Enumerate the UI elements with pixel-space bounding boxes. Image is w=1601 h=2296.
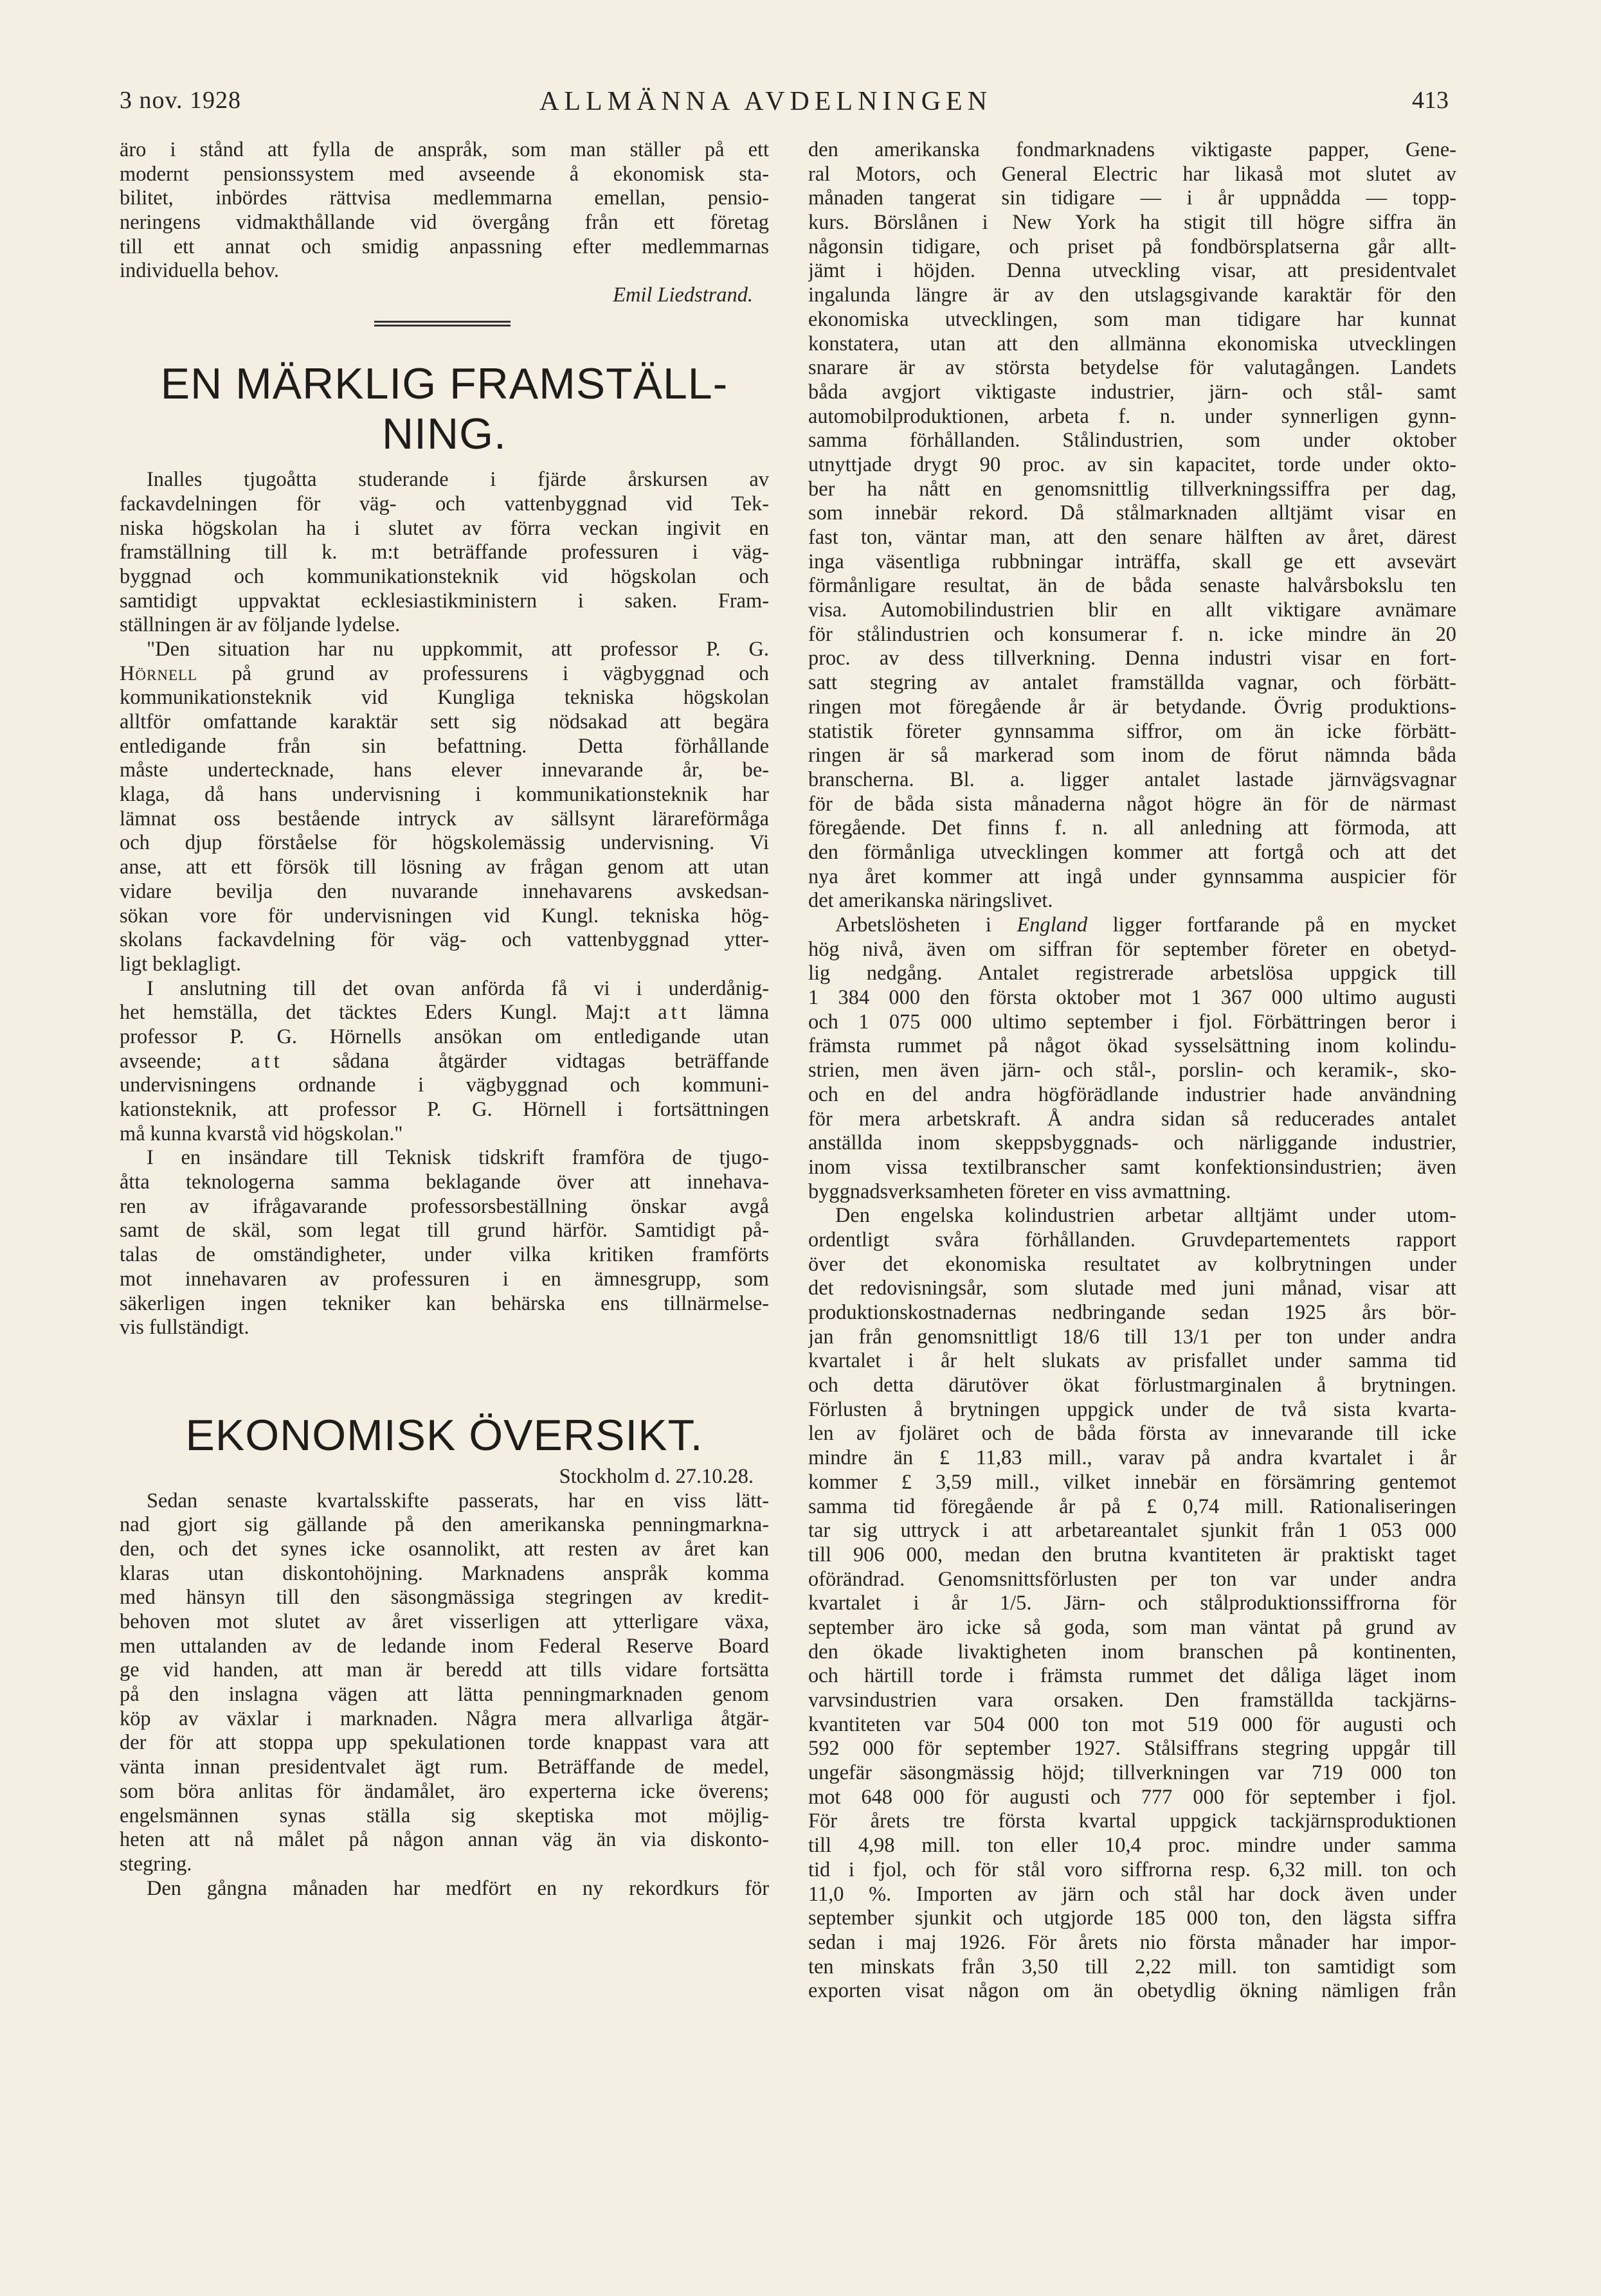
name-small-caps: Hörnell bbox=[120, 661, 198, 685]
text-line: byggnad och kommunikationsteknik vid högskolan och bbox=[120, 564, 769, 588]
right-column bbox=[808, 138, 1456, 2028]
text-line: Den engelska kolindustrien arbetar alltjämt under utom- bbox=[835, 1204, 1456, 1228]
text-line: ber ha nått en genomsnittlig tillverkningssiffra per dag, bbox=[808, 477, 1456, 501]
header-date: 3 nov. 1928 bbox=[120, 87, 242, 114]
text-line: I anslutning till det ovan anförda få vi i underdånig- bbox=[147, 976, 769, 1000]
text-line: byggnadsverksamheten företer en viss avmattning. bbox=[808, 1179, 1231, 1203]
text-line: Sedan senaste kvartalsskifte passerats, har en viss lätt- bbox=[147, 1489, 769, 1512]
text-line: till 4,98 mill. ton eller 10,4 proc. mindre under samma bbox=[808, 1834, 1456, 1858]
text-line: vidare bevilja den nuvarande innehavarens avskedsan- bbox=[120, 879, 769, 903]
article-heading: EN MÄRKLIG FRAMSTÄLL- bbox=[160, 359, 728, 409]
text-line bbox=[808, 913, 1456, 938]
text-line: mindre än £ 11,83 mill., varav på andra kvartalet i år bbox=[808, 1446, 1456, 1470]
text-line: strien, men även järn- och stål-, porslin- och keramik-, sko- bbox=[808, 1059, 1456, 1082]
text-line: entledigande från sin befattning. Detta förhållande bbox=[120, 734, 769, 758]
text-line: på den inslagna vägen att lätta penningmarknaden genom bbox=[120, 1683, 769, 1707]
text-line bbox=[120, 1001, 769, 1025]
text-line: den amerikanska fondmarknadens viktigaste papper, Gene- bbox=[808, 138, 1456, 161]
section-divider bbox=[374, 321, 511, 327]
text-line: men uttalanden av de ledande inom Federal Reserve Board bbox=[120, 1634, 769, 1658]
text-line: klaras utan diskontohöjning. Marknadens anspråk komma bbox=[120, 1561, 769, 1585]
text-line: heten att nå målet på någon annan väg än via diskonto- bbox=[120, 1828, 769, 1852]
text-line: exporten visat någon om än obetydlig ökning nämligen från bbox=[808, 1979, 1456, 2003]
text-line: mot 648 000 för augusti och 777 000 för september i fjol. bbox=[808, 1785, 1456, 1809]
text-line: det amerikanska näringslivet. bbox=[808, 889, 1053, 913]
text-fragment: het hemställa, det täcktes Eders Kungl. Maj:t bbox=[120, 1001, 630, 1025]
text-line: jämt i höjden. Denna utveckling visar, att presidentvalet bbox=[808, 259, 1456, 283]
text-line: branscherna. Bl. a. ligger antalet lastade järnvägsvagnar bbox=[808, 767, 1456, 791]
dateline: Stockholm d. 27.10.28. bbox=[559, 1464, 754, 1488]
article-heading-continued: NING. bbox=[382, 409, 507, 459]
text-line: det redovisningsår, som slutade med juni månad, visar att bbox=[808, 1277, 1456, 1300]
text-line: och djup förståelse för högskolemässig undervisning. Vi bbox=[120, 831, 769, 855]
text-line: 1 384 000 den första oktober mot 1 367 000 ultimo augusti bbox=[808, 986, 1456, 1010]
text-line: samt de skäl, som legat till grund härför. Samtidigt på- bbox=[120, 1219, 769, 1242]
text-line: stegring. bbox=[120, 1852, 192, 1876]
text-line: anställda inom skeppsbyggnads- och närliggande industrier, bbox=[808, 1131, 1456, 1155]
text-line: ställningen är av följande lydelse. bbox=[120, 613, 401, 637]
text-line: kommunikationsteknik vid Kungliga tekniska högskolan bbox=[120, 686, 769, 710]
text-line: sökan vore för undervisningen vid Kungl. tekniska hög- bbox=[120, 904, 769, 928]
text-line: samtidigt uppvaktat ecklesiastikministern i saken. Fram- bbox=[120, 589, 769, 613]
section-heading: EKONOMISK ÖVERSIKT. bbox=[185, 1410, 703, 1460]
text-line: Inalles tjugoåtta studerande i fjärde årskursen av bbox=[147, 468, 769, 492]
text-line: oförändrad. Genomsnittsförlusten per ton var under andra bbox=[808, 1567, 1456, 1591]
text-line: undervisningens ordnande i vägbyggnad och kommuni- bbox=[120, 1073, 769, 1097]
text-line: som böra anlitas för ändamålet, äro experterna icke överens; bbox=[120, 1779, 769, 1803]
text-line: ligt beklagligt. bbox=[120, 952, 241, 976]
text-line: inga väsentliga rubbningar inträffa, skall ge ett avsevärt bbox=[808, 550, 1456, 573]
text-line: och detta därutöver ökat förlustmarginalen å brytningen. bbox=[808, 1374, 1456, 1397]
text-line: ren av ifrågavarande professorsbeställning önskar avgå bbox=[120, 1194, 769, 1218]
text-line: "Den situation har nu uppkommit, att professor P. G. bbox=[147, 637, 769, 661]
text-line: ekonomiska utvecklingen, som man tidigare har kunnat bbox=[808, 307, 1456, 331]
text-line: anse, att ett försök till lösning av frågan genom att utan bbox=[120, 856, 769, 879]
page-number: 413 bbox=[1412, 87, 1449, 114]
text-line: kurs. Börslånen i New York ha stigit till högre siffra än bbox=[808, 211, 1456, 235]
text-line: fast ton, väntar man, att den senare hälften av året, därest bbox=[808, 526, 1456, 549]
text-line: tar sig uttryck i att arbetareantalet sjunkit från 1 053 000 bbox=[808, 1519, 1456, 1543]
text-line: snarare är av största betydelse för valutagången. Landets bbox=[808, 356, 1456, 380]
text-line bbox=[808, 2004, 1456, 2028]
text-line: I en insändare till Teknisk tidskrift framföra de tjugo- bbox=[147, 1146, 769, 1170]
text-line bbox=[120, 662, 769, 686]
text-line: engelsmännen synas ställa sig skeptiska mot möjlig- bbox=[120, 1804, 769, 1827]
text-line: lämnat oss bestående intryck av sällsynt lärareförmåga bbox=[120, 807, 769, 830]
spaced-word: att bbox=[251, 1049, 284, 1073]
text-line: Förlusten å brytningen uppgick under de två sista kvarta- bbox=[808, 1397, 1456, 1421]
text-fragment: ligger fortfarande på en mycket bbox=[1112, 913, 1456, 937]
text-line: neringens vidmakthållande vid övergång från ett företag bbox=[120, 211, 769, 235]
text-line: ordentligt svåra förhållanden. Gruvdepartementets rapport bbox=[808, 1228, 1456, 1251]
text-fragment: på grund av professurens i vägbyggnad och bbox=[231, 661, 769, 685]
text-line: alltför omfattande karaktär sett sig nödsakad att begära bbox=[120, 710, 769, 733]
text-line: säkerligen ingen tekniker kan behärska ens tillnärmelse- bbox=[120, 1291, 769, 1315]
text-line: och 1 075 000 ultimo september i fjol. Förbättringen beror i bbox=[808, 1010, 1456, 1034]
text-line: framställning till k. m:t beträffande professuren i väg- bbox=[120, 541, 769, 564]
text-line: äro i stånd att fylla de anspråk, som man ställer på ett bbox=[120, 138, 769, 161]
text-line: professor P. G. Hörnells ansökan om entledigande utan bbox=[120, 1025, 769, 1048]
text-line: skolans fackavdelning för väg- och vattenbyggnad ytter- bbox=[120, 928, 769, 952]
text-line: kvantiteten var 504 000 ton mot 519 000 för augusti och bbox=[808, 1712, 1456, 1736]
text-line: ten minskats från 3,50 till 2,22 mill. ton samtidigt som bbox=[808, 1955, 1456, 1978]
text-line: den förmånliga utvecklingen kommer att fortgå och att det bbox=[808, 840, 1456, 864]
text-line: till 906 000, medan den brutna kvantiteten är praktiskt taget bbox=[808, 1543, 1456, 1566]
text-line: statistik företer gynnsamma siffror, om än icke förbätt- bbox=[808, 719, 1456, 743]
text-line: ungefär säsongmässig höjd; tillverkningen var 719 000 ton bbox=[808, 1761, 1456, 1785]
text-line: båda avgjort viktigaste industrier, järn- och stål- samt bbox=[808, 380, 1456, 404]
text-line: Den gångna månaden har medfört en ny rekordkurs för bbox=[147, 1876, 769, 1900]
text-line: september äro icke så goda, som man väntat på grund av bbox=[808, 1615, 1456, 1639]
text-line: automobilproduktionen, arbeta f. n. under synnerligen gynn- bbox=[808, 404, 1456, 428]
text-line: modernt pensionssystem med avseende å ekonomisk sta- bbox=[120, 162, 769, 186]
text-line: månaden tangerat sin tidigare — i år uppnådda — topp- bbox=[808, 186, 1456, 210]
text-line: klaga, då hans undervisning i kommunikationsteknik har bbox=[120, 783, 769, 807]
text-line: 592 000 för september 1927. Stålsiffrans stegring uppgår till bbox=[808, 1737, 1456, 1761]
text-line: individuella behov. bbox=[120, 259, 279, 283]
spaced-word: att bbox=[658, 1001, 691, 1025]
text-line: behoven mot slutet av året visserligen att ytterligare växa, bbox=[120, 1610, 769, 1633]
text-fragment: lämna bbox=[718, 1001, 769, 1025]
text-line: satt stegring av antalet framställda vagnar, och förbätt- bbox=[808, 671, 1456, 695]
text-line: för stålindustrien och konsumerar f. n. icke mindre än 20 bbox=[808, 622, 1456, 646]
italic-word: England bbox=[1017, 913, 1088, 937]
text-line: len av fjoläret och de båda första av innevarande till icke bbox=[808, 1422, 1456, 1446]
left-column bbox=[120, 138, 769, 1901]
text-line: ringen mot föregående år är betydande. Övrig produktions- bbox=[808, 695, 1456, 719]
text-line: fackavdelningen för väg- och vattenbyggnad vid Tek- bbox=[120, 492, 769, 516]
text-line: mot innehavaren av professuren i en ämnesgrupp, som bbox=[120, 1267, 769, 1291]
text-line: åtta teknologerna samma beklagande över att innehava- bbox=[120, 1170, 769, 1194]
text-line bbox=[120, 1050, 769, 1074]
text-line: måste undertecknade, hans elever innevarande år, be- bbox=[120, 758, 769, 782]
text-line: inom vissa textilbranscher samt konfektionsindustrien; även bbox=[808, 1155, 1456, 1179]
text-line: samma tid föregående år på £ 0,74 mill. Rationaliseringen bbox=[808, 1494, 1456, 1518]
text-line: den ökade livaktigheten inom branschen på kontinenten, bbox=[808, 1640, 1456, 1664]
text-line: samma förhållanden. Stålindustrien, som under oktober bbox=[808, 429, 1456, 453]
text-line: tid i fjol, och för stål voro siffrorna resp. 6,32 mill. ton och bbox=[808, 1858, 1456, 1881]
text-line: kationsteknik, att professor P. G. Hörnell i fortsättningen bbox=[120, 1098, 769, 1121]
text-line: må kunna kvarstå vid högskolan." bbox=[120, 1122, 403, 1145]
text-line: ringen är så markerad som inom de förut nämnda båda bbox=[808, 744, 1456, 767]
text-line: kvartalet i år 1/5. Järn- och stålproduktionssiffrorna för bbox=[808, 1592, 1456, 1615]
text-line: och en del andra högförädlande industrier hade användning bbox=[808, 1082, 1456, 1106]
text-line: talas de omständigheter, under vilka kritiken framförts bbox=[120, 1243, 769, 1267]
text-line: någonsin tidigare, och priset på fondbörsplatserna går allt- bbox=[808, 235, 1456, 258]
text-line: visa. Automobilindustrien blir en allt viktigare avnämare bbox=[808, 598, 1456, 622]
text-line: föregående. Det finns f. n. all anledning att förmoda, att bbox=[808, 816, 1456, 840]
text-line: konstatera, utan att den allmänna ekonomiska utvecklingen bbox=[808, 332, 1456, 355]
text-line: den, och det synes icke osannolikt, att resten av året kan bbox=[120, 1537, 769, 1561]
text-line: kvartalet i år helt slukats av prisfallet under samma tid bbox=[808, 1349, 1456, 1373]
text-line: vis fullständigt. bbox=[120, 1316, 249, 1340]
text-line: för de båda sista månaderna något högre än för de närmast bbox=[808, 792, 1456, 816]
text-line: med hänsyn till den säsongmässiga stegringen av kredit- bbox=[120, 1586, 769, 1610]
text-line: sedan i maj 1926. För årets nio första månader har impor- bbox=[808, 1930, 1456, 1954]
text-line: köp av växlar i marknaden. Några mera allvarliga åtgär- bbox=[120, 1707, 769, 1730]
text-line: hög nivå, även om siffran för september företer en obetyd- bbox=[808, 937, 1456, 961]
text-line: ge vid handen, att man är beredd att tills vidare fortsätta bbox=[120, 1658, 769, 1682]
text-line: niska högskolan ha i slutet av förra veckan ingivit en bbox=[120, 516, 769, 540]
text-line: över det ekonomiska resultatet av kolbrytningen under bbox=[808, 1252, 1456, 1276]
text-line: september sjunkit och utgjorde 185 000 ton, den lägsta siffra bbox=[808, 1906, 1456, 1930]
text-line: och härtill torde i främsta rummet det dåliga läget inom bbox=[808, 1664, 1456, 1688]
text-line: produktionskostnadernas nedbringande sedan 1925 års bör- bbox=[808, 1301, 1456, 1324]
text-fragment: Arbetslösheten i bbox=[835, 913, 991, 937]
text-line: jan från genomsnittligt 18/6 till 13/1 per ton under andra bbox=[808, 1325, 1456, 1349]
text-line: 11,0 %. Importen av järn och stål har dock även under bbox=[808, 1882, 1456, 1906]
text-fragment: sådana åtgärder vidtagas beträffande bbox=[332, 1049, 769, 1073]
text-line: förmånligare resultat, än de båda senaste halvårsbokslu ten bbox=[808, 574, 1456, 598]
text-line: ingalunda längre är av den utslagsgivande karaktär för den bbox=[808, 283, 1456, 307]
text-line: främsta rummet på något ökad sysselsättning inom kolindu- bbox=[808, 1034, 1456, 1058]
text-line: der för att stoppa upp spekulationen torde knappast vara att bbox=[120, 1731, 769, 1755]
text-line: För årets tre första kvartal uppgick tackjärnsproduktionen bbox=[808, 1809, 1456, 1833]
text-line: utnyttjade drygt 90 proc. av sin kapacitet, torde under okto- bbox=[808, 453, 1456, 476]
text-line: kommer £ 3,59 mill., vilket innebär en försämring gentemot bbox=[808, 1470, 1456, 1494]
text-line: för mera arbetskraft. Å andra sidan så reducerades antalet bbox=[808, 1107, 1456, 1131]
text-line: nya året kommer att ingå under gynnsamma auspicier för bbox=[808, 865, 1456, 888]
author-signature: Emil Liedstrand. bbox=[613, 283, 753, 307]
text-line: ral Motors, och General Electric har likaså mot slutet av bbox=[808, 162, 1456, 186]
text-line: som innebär rekord. Då stålmarknaden alltjämt visar en bbox=[808, 501, 1456, 525]
text-line: proc. av dess tillverkning. Denna industri visar en fort- bbox=[808, 647, 1456, 670]
text-line: till ett annat och smidig anpassning efter medlemmarnas bbox=[120, 235, 769, 258]
text-line: vänta innan presidentvalet ägt rum. Beträffande de medel, bbox=[120, 1755, 769, 1779]
text-line: lig nedgång. Antalet registrerade arbetslösa uppgick till bbox=[808, 962, 1456, 985]
text-line: nad gjort sig gällande på den amerikanska penningmarkna- bbox=[120, 1513, 769, 1537]
text-fragment: avseende; bbox=[120, 1049, 202, 1073]
header-title: ALLMÄNNA AVDELNINGEN bbox=[539, 87, 993, 116]
text-line: bilitet, inbördes rättvisa medlemmarna emellan, pensio- bbox=[120, 186, 769, 210]
text-line: varvsindustrien vara orsaken. Den framställda tackjärns- bbox=[808, 1689, 1456, 1712]
